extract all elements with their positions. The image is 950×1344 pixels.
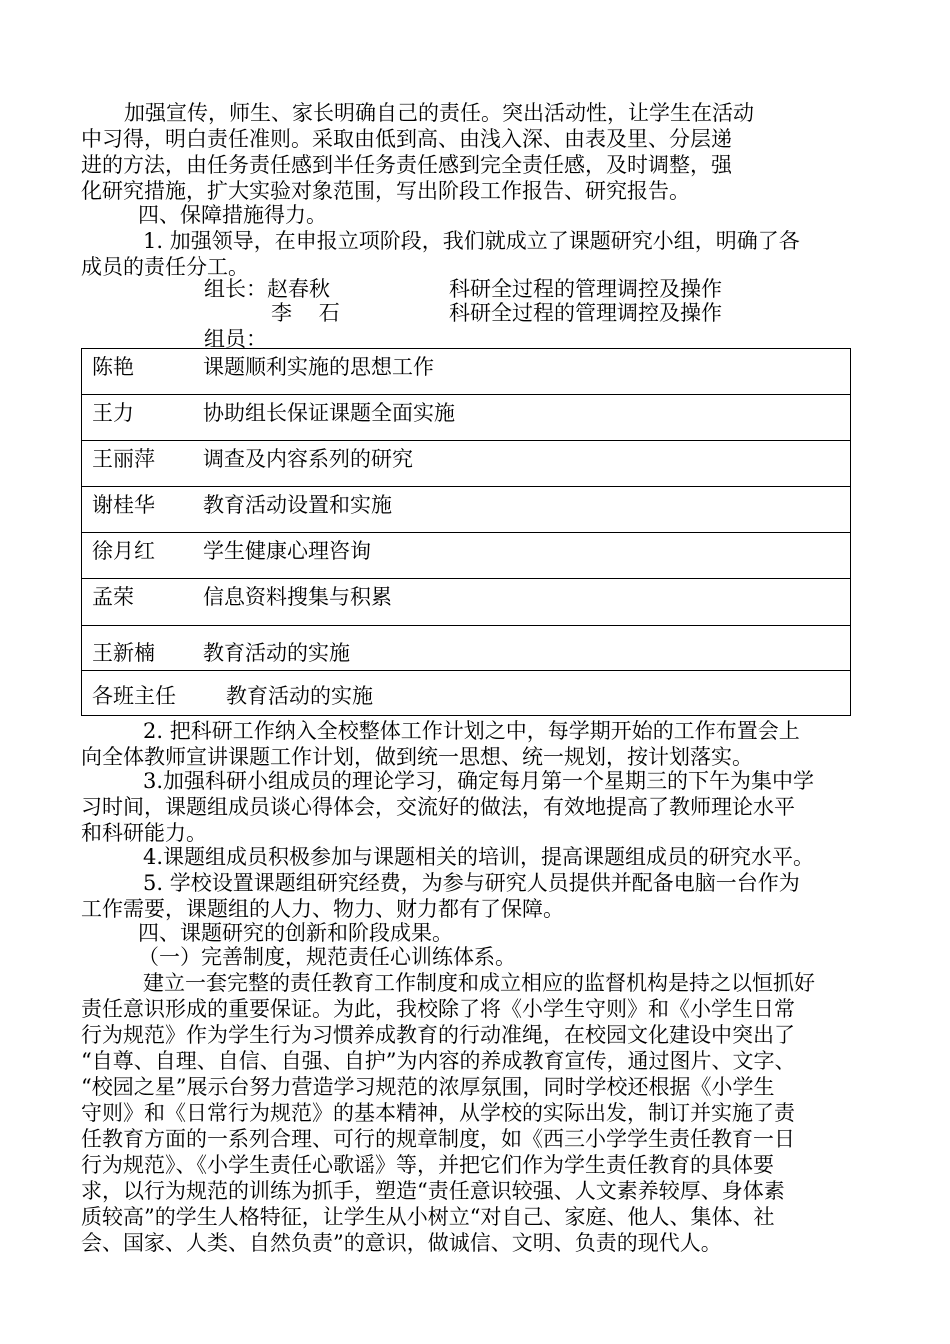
leader-name: 李 石 bbox=[271, 301, 340, 325]
item-line: 和科研能力。 bbox=[81, 821, 207, 845]
paragraph-line: 责任意识形成的重要保证。为此，我校除了将《小学生守则》和《小学生日常 bbox=[81, 997, 795, 1021]
member-name: 谢桂华 bbox=[92, 493, 155, 517]
item-line: 习时间，课题组成员谈心得体会，交流好的做法，有效地提高了教师理论水平 bbox=[81, 795, 795, 819]
member-name: 各班主任 bbox=[92, 684, 176, 708]
item-line: 4.课题组成员积极参加与课题相关的培训，提高课题组成员的研究水平。 bbox=[143, 845, 815, 869]
table-row bbox=[82, 395, 850, 441]
leader-name: 赵春秋 bbox=[267, 277, 330, 301]
item-line: 5. 学校设置课题组研究经费，为参与研究人员提供并配备电脑一台作为 bbox=[143, 871, 800, 895]
paragraph-line: 会、国家、人类、自然负责”的意识，做诚信、文明、负责的现代人。 bbox=[81, 1231, 722, 1255]
leader-duty: 科研全过程的管理调控及操作 bbox=[449, 301, 722, 325]
member-duty: 教育活动设置和实施 bbox=[203, 493, 392, 517]
paragraph-line: 进的方法，由任务责任感到半任务责任感到完全责任感，及时调整，强 bbox=[81, 153, 732, 177]
member-duty: 教育活动的实施 bbox=[226, 684, 373, 708]
member-name: 孟荣 bbox=[92, 585, 134, 609]
table-row bbox=[82, 349, 850, 395]
member-duty: 协助组长保证课题全面实施 bbox=[203, 401, 455, 425]
paragraph-line: 加强宣传，师生、家长明确自己的责任。突出活动性，让学生在活动 bbox=[124, 101, 754, 125]
table-row bbox=[82, 441, 850, 487]
member-name: 王新楠 bbox=[92, 641, 155, 665]
member-duty: 学生健康心理咨询 bbox=[203, 539, 371, 563]
paragraph-line: 求，以行为规范的训练为抓手，塑造“责任意识较强、人文素养较厚、身体素 bbox=[81, 1179, 785, 1203]
leader-duty: 科研全过程的管理调控及操作 bbox=[449, 277, 722, 301]
item-line: 工作需要，课题组的人力、物力、财力都有了保障。 bbox=[81, 897, 564, 921]
paragraph-line: “自尊、自理、自信、自强、自护”为内容的养成教育宣传，通过图片、文字、 bbox=[81, 1049, 796, 1073]
item-1-line: 成员的责任分工。 bbox=[81, 255, 249, 279]
member-name: 陈艳 bbox=[92, 355, 134, 379]
paragraph-line: 化研究措施，扩大实验对象范围，写出阶段工作报告、研究报告。 bbox=[81, 179, 690, 203]
members-table bbox=[81, 348, 851, 716]
member-duty: 信息资料搜集与积累 bbox=[203, 585, 392, 609]
paragraph-line: 守则》和《日常行为规范》的基本精神，从学校的实际出发，制订并实施了责 bbox=[81, 1101, 795, 1125]
member-duty: 教育活动的实施 bbox=[203, 641, 350, 665]
table-row bbox=[82, 671, 850, 715]
member-duty: 调查及内容系列的研究 bbox=[203, 447, 413, 471]
paragraph-line: 质较高”的学生人格特征，让学生从小树立“对自己、家庭、他人、集体、社 bbox=[81, 1205, 775, 1229]
table-row bbox=[82, 626, 850, 671]
item-line: 2. 把科研工作纳入全校整体工作计划之中，每学期开始的工作布置会上 bbox=[143, 719, 800, 743]
section-heading: 四、课题研究的创新和阶段成果。 bbox=[138, 921, 453, 945]
members-label: 组员： bbox=[204, 327, 267, 351]
paragraph-line: 行为规范》作为学生行为习惯养成教育的行动准绳，在校园文化建设中突出了 bbox=[81, 1023, 795, 1047]
item-line: 向全体教师宣讲课题工作计划，做到统一思想、统一规划，按计划落实。 bbox=[81, 745, 753, 769]
paragraph-line: 中习得，明白责任准则。采取由低到高、由浅入深、由表及里、分层递 bbox=[81, 127, 732, 151]
member-name: 王力 bbox=[92, 401, 134, 425]
member-name: 王丽萍 bbox=[92, 447, 155, 471]
sub-heading: （一）完善制度，规范责任心训练体系。 bbox=[138, 945, 516, 969]
leader-role: 组长： bbox=[204, 277, 267, 301]
paragraph-line: 建立一套完整的责任教育工作制度和成立相应的监督机构是持之以恒抓好 bbox=[143, 971, 815, 995]
table-row bbox=[82, 533, 850, 579]
member-name: 徐月红 bbox=[92, 539, 155, 563]
paragraph-line: 任教育方面的一系列合理、可行的规章制度，如《西三小学学生责任教育一日 bbox=[81, 1127, 795, 1151]
paragraph-line: 行为规范》、《小学生责任心歌谣》等，并把它们作为学生责任教育的具体要 bbox=[81, 1153, 774, 1177]
section-heading: 四、保障措施得力。 bbox=[138, 203, 327, 227]
table-row bbox=[82, 487, 850, 533]
member-duty: 课题顺利实施的思想工作 bbox=[203, 355, 434, 379]
item-line: 3.加强科研小组成员的理论学习，确定每月第一个星期三的下午为集中学 bbox=[143, 769, 815, 793]
table-row bbox=[82, 579, 850, 626]
paragraph-line: “校园之星”展示台努力营造学习规范的浓厚氛围，同时学校还根据《小学生 bbox=[81, 1075, 775, 1099]
item-1-line: 1. 加强领导，在申报立项阶段，我们就成立了课题研究小组，明确了各 bbox=[143, 229, 800, 253]
